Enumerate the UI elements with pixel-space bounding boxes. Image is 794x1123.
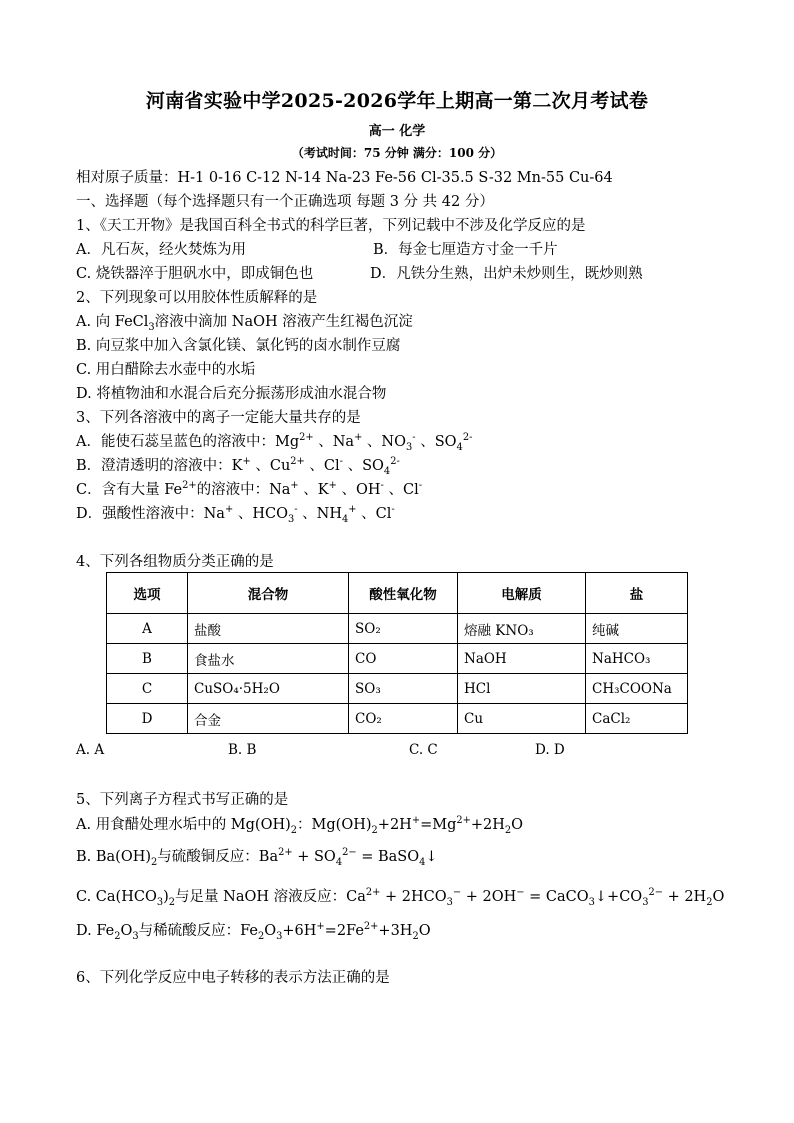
q1-option-d: D．凡铁分生熟，出炉未炒则生，既炒则熟 (370, 266, 643, 282)
table-cell: CaCl₂ (586, 704, 688, 734)
table-cell: 食盐水 (188, 644, 349, 674)
table-cell: A (107, 614, 188, 644)
table-cell: D (107, 704, 188, 734)
q3-option-a: A．能使石蕊呈蓝色的溶液中：$Mg^{2+}$ 、Na+ 、$NO_3^-$ 、$SO_4^{2-}$ (76, 432, 473, 453)
q5-c-text: C. Ca (76, 889, 116, 905)
table-cell: HCl (458, 674, 586, 704)
section-heading: 一、选择题（每个选择题只有一个正确选项 每题 3 分 共 42 分） (76, 194, 494, 210)
q2-stem: 2、下列现象可以用胶体性质解释的是 (76, 290, 318, 306)
q1-option-c: C. 烧铁器淬于胆矾水中，即成铜色也 (76, 266, 314, 282)
q2-option-b: B. 向豆浆中加入含氯化镁、氯化钙的卤水制作豆腐 (76, 338, 401, 354)
q5-a-text: A. 用食醋处理水垢中的 Mg(OH) (76, 817, 291, 833)
q5-option-b: B. $Ba(OH)_2$与硫酸铜反应：$Ba^{2+} + SO_4^{2-}$ = BaSO$_4$↓ (76, 847, 438, 868)
atomic-masses: 相对原子质量：H-1 0-16 C-12 N-14 Na-23 Fe-56 Cl-35.5 S-32 Mn-55 Cu-64 (76, 170, 613, 186)
q2-a-pre: A. 向 FeCl (76, 314, 149, 330)
table-cell: CO (349, 644, 458, 674)
q2-option-d: D. 将植物油和水混合后充分振荡形成油水混合物 (76, 386, 387, 402)
table-cell: B (107, 644, 188, 674)
q5-option-c: C. $Ca(HCO_3)_2$与足量 NaOH 溶液反应：$Ca^{2+} + 2HCO_3^- + 2OH^-$ = $CaCO_3↓+CO_3^{2-} + 2H_2O$ (76, 887, 725, 908)
table-cell: NaOH (458, 644, 586, 674)
q3-d-text: D．强酸性溶液中：Na (76, 506, 225, 522)
table-cell: CuSO₄·5H₂O (188, 674, 349, 704)
table-cell: 熔融 KNO₃ (458, 614, 586, 644)
q5-b-text: B. Ba(OH) (76, 849, 152, 865)
exam-subject: 高一 化学 (368, 124, 426, 139)
q4-option-a: A. A (76, 742, 105, 758)
table-row (107, 644, 688, 674)
table-row (107, 704, 688, 734)
table-cell: NaHCO₃ (586, 644, 688, 674)
table-row (107, 614, 688, 644)
q3-stem: 3、下列各溶液中的离子一定能大量共存的是 (76, 410, 361, 426)
q4-option-b: B. B (228, 742, 257, 758)
table-cell: SO₃ (349, 674, 458, 704)
q5-stem: 5、下列离子方程式书写正确的是 (76, 792, 289, 808)
q2-a-sub: 3 (148, 321, 155, 333)
exam-info: （考试时间：75 分钟 满分：100 分） (291, 146, 503, 160)
q5-d-mid: 与稀硫酸反应： (138, 923, 241, 939)
q1-option-a: A．凡石灰，经火焚炼为用 (76, 242, 246, 258)
header-acidic-oxide: 酸性氧化物 (349, 573, 458, 614)
table-cell: 合金 (188, 704, 349, 734)
q6-stem: 6、下列化学反应中电子转移的表示方法正确的是 (76, 970, 390, 986)
table-cell: 盐酸 (188, 614, 349, 644)
table-cell: 纯碱 (586, 614, 688, 644)
table-cell: CH₃COONa (586, 674, 688, 704)
q2-option-a (76, 312, 413, 332)
q3-option-b: B．澄清透明的溶液中：K+ 、$Cu^{2+}$ 、Cl- 、$SO_4^{2-}$ (76, 456, 400, 477)
q3-c-text: C．含有大量 Fe (76, 482, 183, 498)
q4-stem: 4、下列各组物质分类正确的是 (76, 554, 274, 570)
header-mixture: 混合物 (188, 573, 349, 614)
q2-option-c: C. 用白醋除去水壶中的水垢 (76, 362, 256, 378)
q5-c-mid: 与足量 NaOH 溶液反应： (175, 889, 347, 905)
q1-option-b: B．每金七厘造方寸金一千片 (373, 242, 558, 258)
table-cell: CO₂ (349, 704, 458, 734)
header-electrolyte: 电解质 (458, 573, 586, 614)
exam-title: 河南省实验中学2025-2026学年上期高一第二次月考试卷 (145, 90, 649, 112)
q5-d-text: D. Fe (76, 923, 115, 939)
q5-option-d: D. $Fe_2O_3$与稀硫酸反应：$Fe_2O_3+6H^+=2Fe^{2+}+3H_2O$ (76, 921, 431, 942)
q3-c-mid: 的溶液中：Na (196, 482, 291, 498)
q3-b-text: B．澄清透明的溶液中：K (76, 458, 243, 474)
q1-stem: 1、《天工开物》是我国百科全书式的科学巨著，下列记载中不涉及化学反应的是 (76, 218, 586, 234)
table-row (107, 674, 688, 704)
header-option: 选项 (107, 573, 188, 614)
q5-b-mid: 与硫酸铜反应： (157, 849, 259, 865)
header-salt: 盐 (586, 573, 688, 614)
table-header-row (107, 573, 688, 614)
q4-option-d: D. D (535, 742, 565, 758)
table-cell: SO₂ (349, 614, 458, 644)
q4-option-c: C. C (409, 742, 438, 758)
table-cell: C (107, 674, 188, 704)
classification-table (106, 572, 688, 734)
q3-option-c: C．含有大量 $Fe^{2+}$的溶液中：Na+ 、K+ 、OH- 、Cl- (76, 480, 423, 498)
q3-a-text: A．能使石蕊呈蓝色的溶液中：Mg (76, 434, 300, 450)
table-cell: Cu (458, 704, 586, 734)
q3-option-d: D．强酸性溶液中：Na+ 、$HCO_3^-$ 、$NH_4^+$ 、Cl- (76, 504, 395, 525)
q5-option-a: A. 用食醋处理水垢中的 $Mg(OH)_2$：$Mg(OH)_2+2H^+=Mg^{2+}+2H_2O$ (76, 815, 524, 836)
q2-a-post: 溶液中滴加 NaOH 溶液产生红褐色沉淀 (154, 314, 413, 330)
